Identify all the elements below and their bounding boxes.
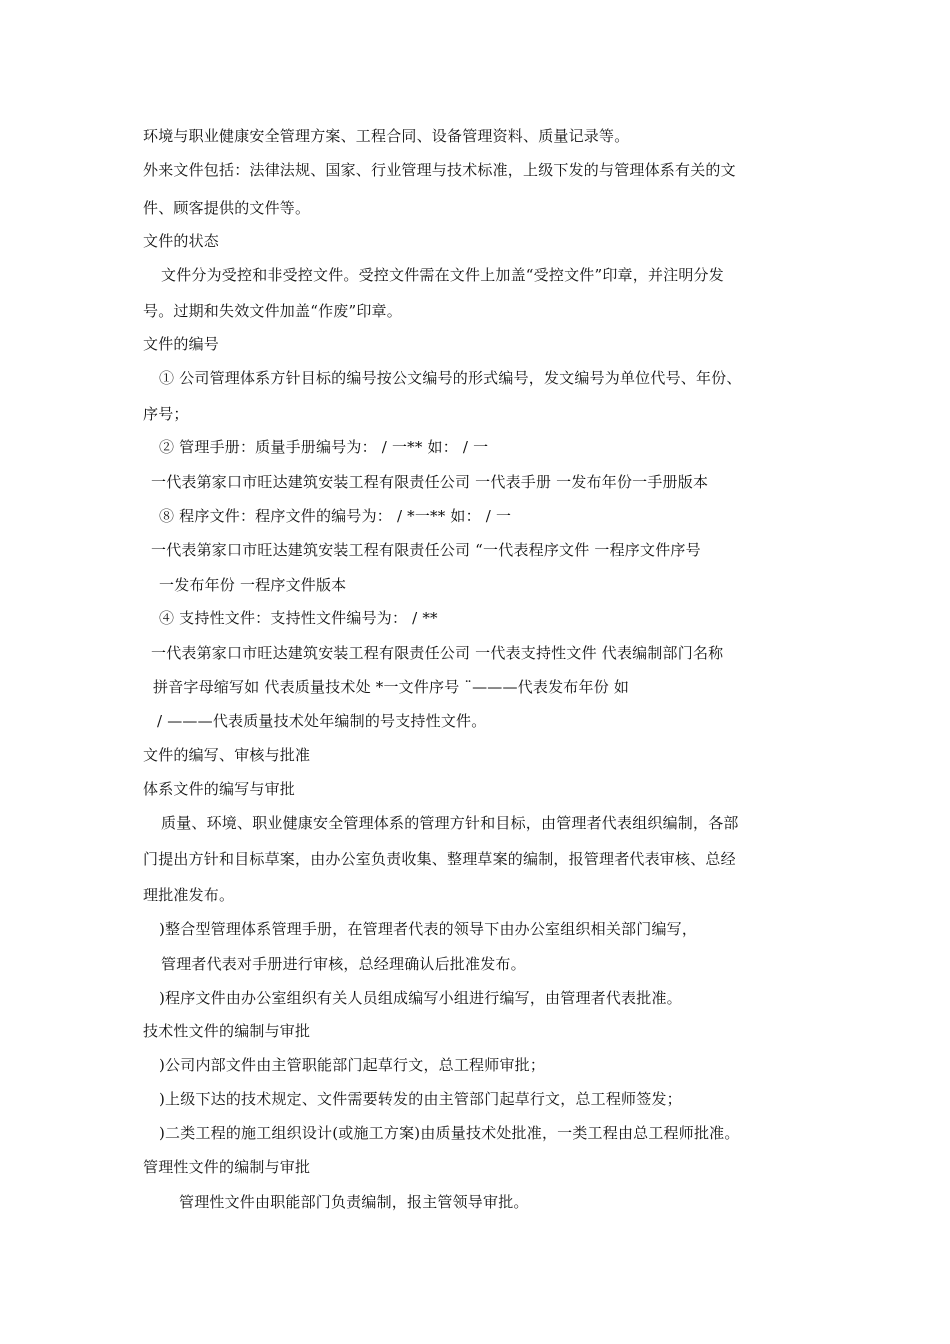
text-line: 一发布年份 一程序文件版本 <box>159 576 347 594</box>
text-line: 外来文件包括：法律法规、国家、行业管理与技术标准，上级下发的与管理体系有关的文 <box>143 161 736 179</box>
text-line: 管理者代表对手册进行审核，总经理确认后批准发布。 <box>161 955 526 973</box>
text-line: ⑧ 程序文件：程序文件的编号为： / *一** 如： / 一 <box>159 507 512 525</box>
text-line: 序号； <box>143 405 189 423</box>
text-line: ② 管理手册：质量手册编号为： / 一** 如： / 一 <box>159 438 489 456</box>
text-line: 号。过期和失效文件加盖“作废”印章。 <box>143 302 402 320</box>
text-line: / ———代表质量技术处年编制的号支持性文件。 <box>157 712 487 730</box>
section-heading: 管理性文件的编制与审批 <box>143 1158 311 1176</box>
text-line: )上级下达的技术规定、文件需要转发的由主管部门起草行文，总工程师签发； <box>159 1090 682 1108</box>
text-line: )整合型管理体系管理手册，在管理者代表的领导下由办公室组织相关部门编写， <box>159 920 698 938</box>
text-line: ① 公司管理体系方针目标的编号按公文编号的形式编号，发文编号为单位代号、年份、 <box>159 369 742 387</box>
text-line: 一代表第家口市旺达建筑安装工程有限责任公司 一代表支持性文件 代表编制部门名称 <box>151 644 724 662</box>
text-line: 理批准发布。 <box>143 886 235 904</box>
text-line: )程序文件由办公室组织有关人员组成编写小组进行编写，由管理者代表批准。 <box>159 989 682 1007</box>
text-line: 件、顾客提供的文件等。 <box>143 199 311 217</box>
section-heading: 技术性文件的编制与审批 <box>143 1022 311 1040</box>
section-heading: 文件的编号 <box>143 335 220 353</box>
text-line: 一代表第家口市旺达建筑安装工程有限责任公司 一代表手册 一发布年份一手册版本 <box>151 473 709 491</box>
section-heading: 体系文件的编写与审批 <box>143 780 296 798</box>
text-line: 门提出方针和目标草案，由办公室负责收集、整理草案的编制，报管理者代表审核、总经 <box>143 850 736 868</box>
text-line: 一代表第家口市旺达建筑安装工程有限责任公司 “一代表程序文件 一程序文件序号 <box>151 541 701 559</box>
section-heading: 文件的状态 <box>143 232 220 250</box>
text-line: 拼音字母缩写如 代表质量技术处 *一文件序号 ¨———代表发布年份 如 <box>153 678 630 696</box>
text-line: 管理性文件由职能部门负责编制，报主管领导审批。 <box>179 1193 529 1211</box>
text-line: 质量、环境、职业健康安全管理体系的管理方针和目标，由管理者代表组织编制，各部 <box>161 814 739 832</box>
section-heading: 文件的编写、审核与批准 <box>143 746 311 764</box>
text-line: )二类工程的施工组织设计(或施工方案)由质量技术处批准，一类工程由总工程师批准。 <box>159 1124 740 1142</box>
text-line: )公司内部文件由主管职能部门起草行文，总工程师审批； <box>159 1056 546 1074</box>
text-line: 文件分为受控和非受控文件。受控文件需在文件上加盖“受控文件”印章，并注明分发 <box>161 266 724 284</box>
text-line: ④ 支持性文件：支持性文件编号为： / ** <box>159 609 438 627</box>
text-line: 环境与职业健康安全管理方案、工程合同、设备管理资料、质量记录等。 <box>143 127 630 145</box>
